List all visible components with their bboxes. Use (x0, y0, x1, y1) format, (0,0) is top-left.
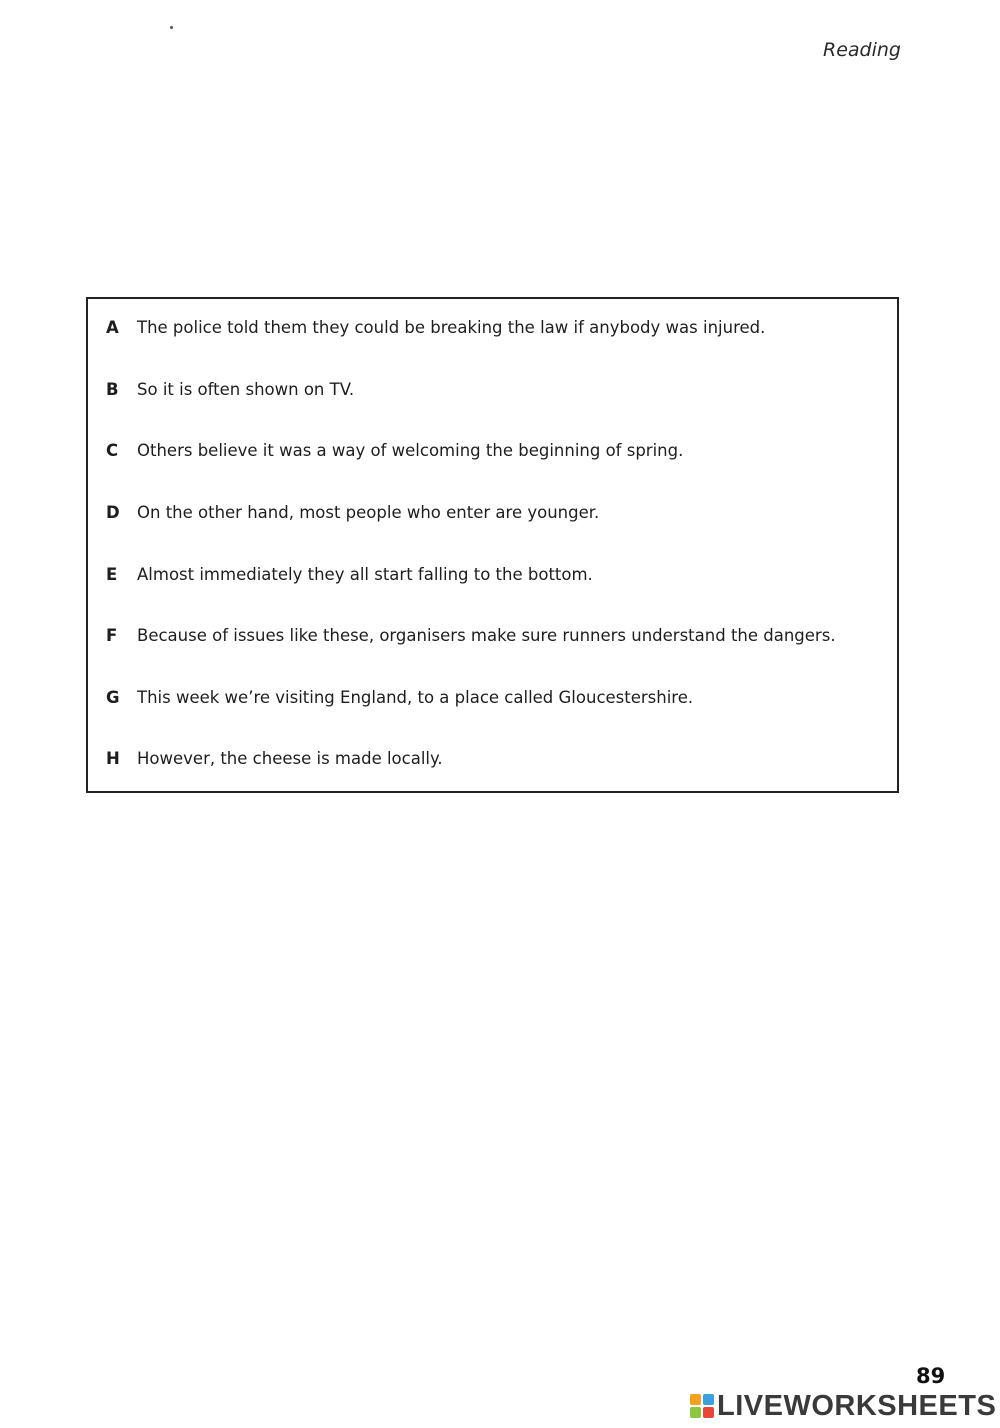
option-letter: C (106, 440, 119, 460)
option-a (106, 313, 887, 341)
option-e (106, 560, 887, 588)
option-text: On the other hand, most people who enter are younger. (137, 502, 600, 522)
logo-square (690, 1394, 701, 1405)
option-b (106, 375, 887, 403)
option-text: Because of issues like these, organisers make sure runners understand the dangers. (137, 625, 836, 645)
option-f (106, 621, 887, 649)
page-number: 89 (916, 1364, 946, 1388)
stray-dot (170, 26, 173, 29)
option-text: However, the cheese is made locally. (137, 748, 443, 768)
option-text: The police told them they could be breaking the law if anybody was injured. (137, 317, 766, 337)
option-d (106, 498, 887, 526)
option-letter: F (106, 625, 118, 645)
logo-square (703, 1407, 714, 1418)
option-letter: E (106, 564, 118, 584)
logo-square (690, 1407, 701, 1418)
option-letter: B (106, 379, 119, 399)
brand-watermark (690, 1389, 996, 1423)
option-text: Others believe it was a way of welcoming the beginning of spring. (137, 440, 684, 460)
option-c (106, 436, 887, 464)
option-g (106, 683, 887, 711)
sentence-options-box (86, 297, 899, 793)
option-h (106, 744, 887, 772)
brand-text: LIVEWORKSHEETS (717, 1389, 997, 1422)
liveworksheets-logo-icon (690, 1394, 714, 1418)
option-text: So it is often shown on TV. (137, 379, 355, 399)
section-label: Reading (823, 39, 901, 61)
option-letter: A (106, 317, 119, 337)
option-text: This week we’re visiting England, to a place called Gloucestershire. (137, 687, 694, 707)
option-letter: G (106, 687, 120, 707)
option-text: Almost immediately they all start falling to the bottom. (137, 564, 593, 584)
option-letter: H (106, 748, 120, 768)
logo-square (703, 1394, 714, 1405)
option-letter: D (106, 502, 120, 522)
